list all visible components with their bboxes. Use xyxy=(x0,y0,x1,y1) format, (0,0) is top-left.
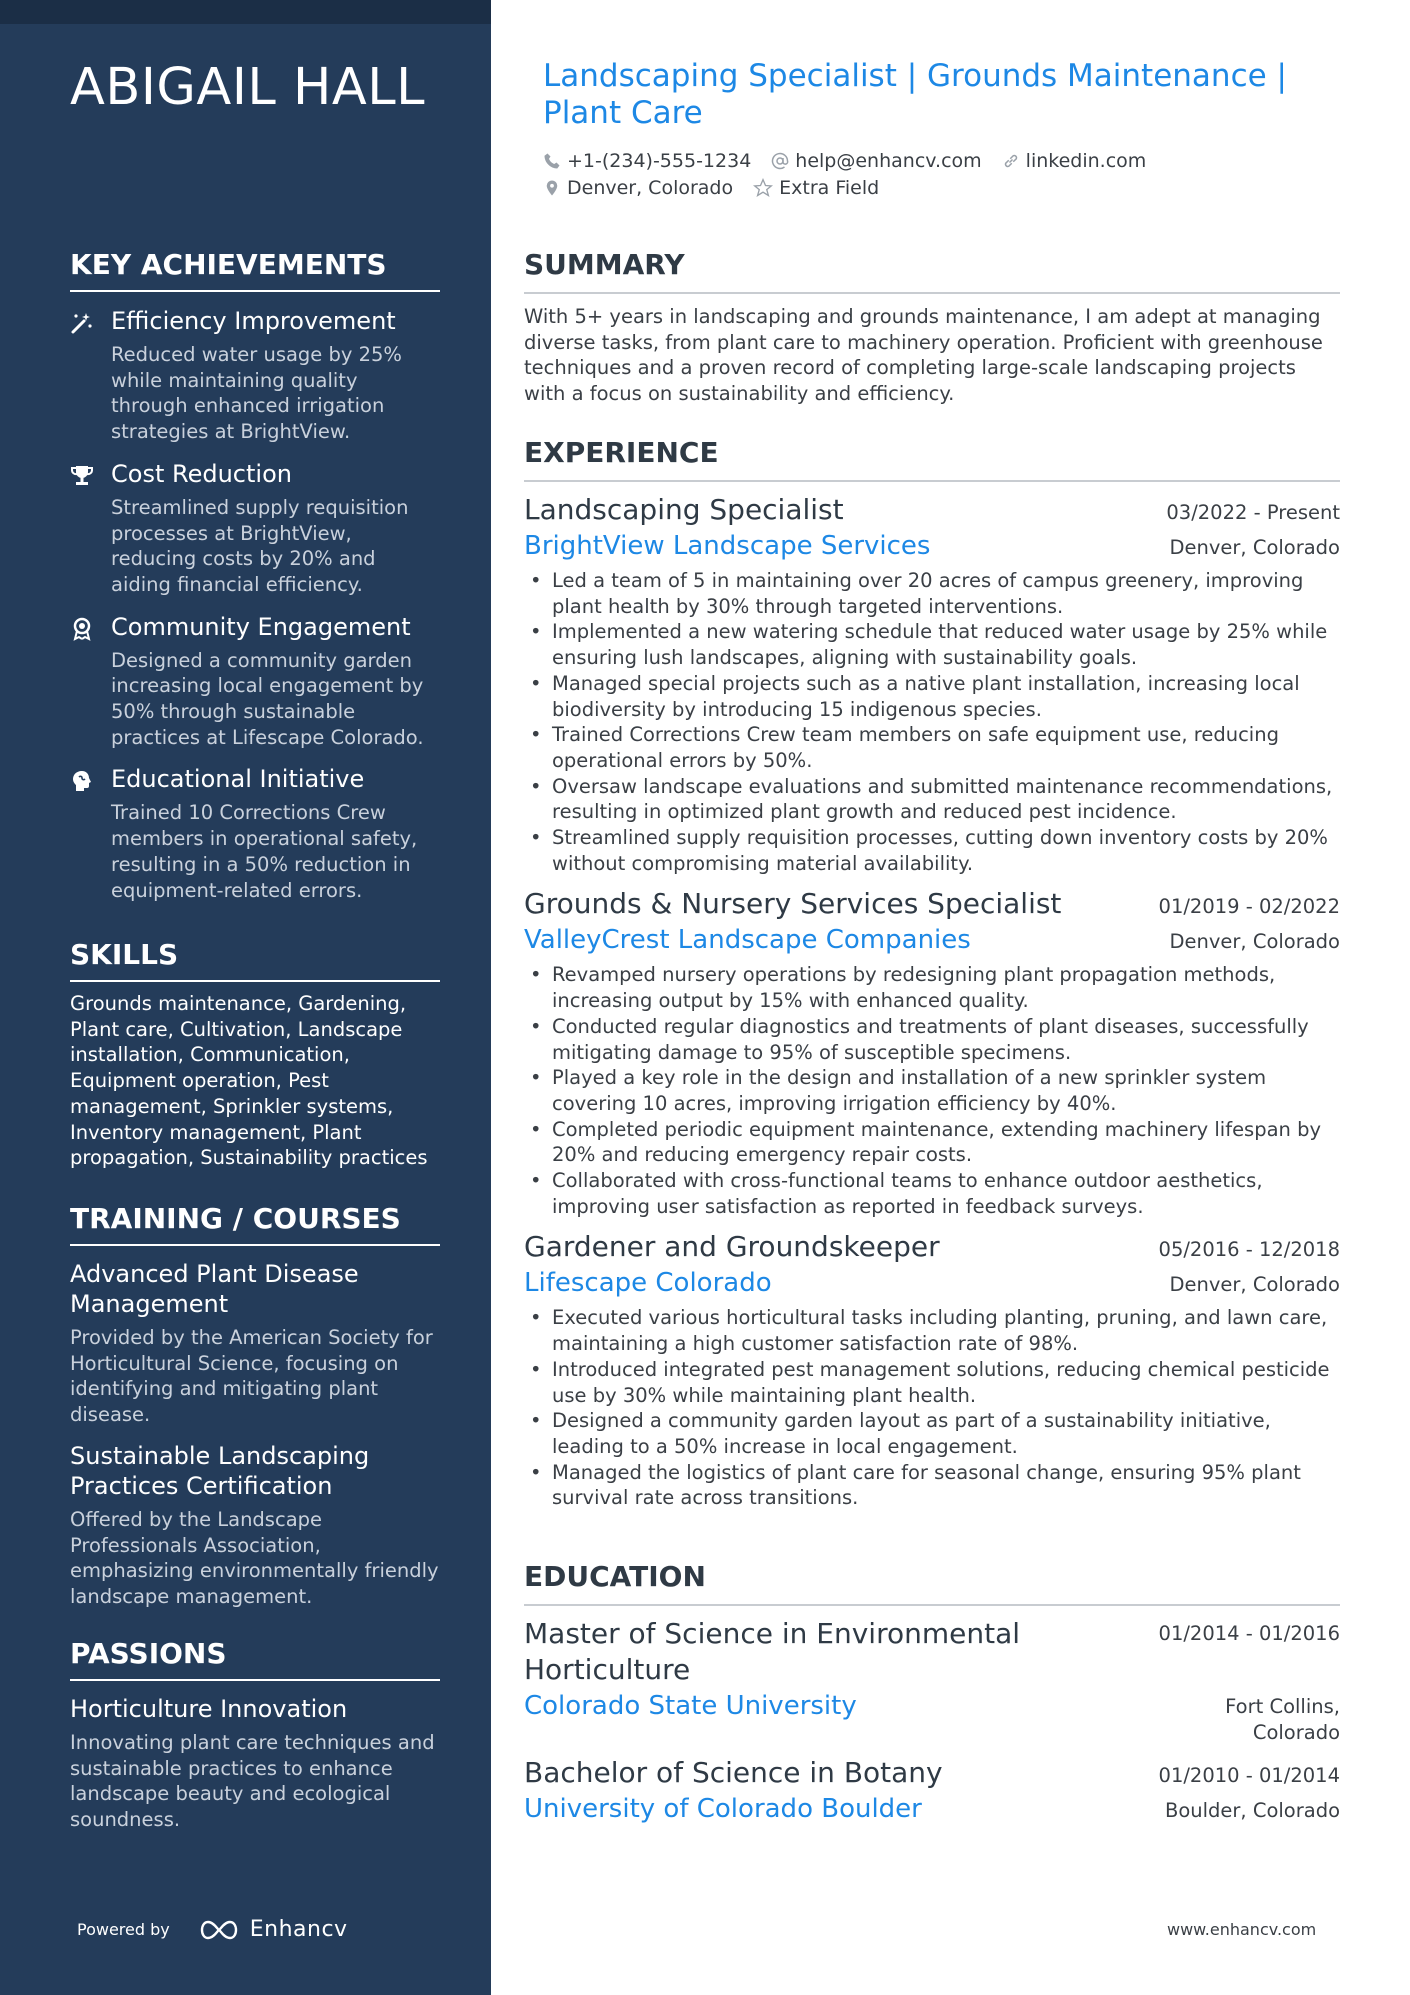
bullet-item: • Managed special projects such as a native plant installation, increasing local biodiversity by introducing 15 indigenous species. xyxy=(552,671,1340,722)
education-entry xyxy=(524,1616,1340,1745)
training-heading: TRAINING / COURSES xyxy=(70,1202,440,1246)
job-location: Denver, Colorado xyxy=(1169,1273,1340,1297)
degree-title: Master of Science in Environmental Horticulture xyxy=(524,1617,1021,1686)
education-heading: EDUCATION xyxy=(524,1560,1340,1606)
enhancv-brand-text: Enhancv xyxy=(249,1917,348,1942)
bullet-item: • Implemented a new watering schedule that reduced water usage by 25% while ensuring lush landscapes, aligning with sustainability goals. xyxy=(552,619,1340,670)
bullet-item: • Played a key role in the design and installation of a new sprinkler system covering 10 acres, improving irrigation efficiency by 40%. xyxy=(552,1065,1340,1116)
magic-wand-icon xyxy=(70,311,94,335)
achievement-item xyxy=(70,764,440,903)
job-dates: 01/2019 - 02/2022 xyxy=(1158,895,1340,919)
course-description: Provided by the American Society for Horticultural Science, focusing on identifying and mitigating plant disease. xyxy=(70,1326,433,1427)
company-name[interactable]: ValleyCrest Landscape Companies xyxy=(524,925,971,956)
bullet-item: • Completed periodic equipment maintenance, extending machinery lifespan by 20% and reducing emergency repair costs. xyxy=(552,1117,1340,1168)
brain-icon xyxy=(70,769,94,793)
powered-by-footer xyxy=(77,1917,348,1942)
achievement-description: Trained 10 Corrections Crew members in operational safety, resulting in a 50% reduction in equipment-related errors. xyxy=(111,801,418,902)
bullet-item: • Collaborated with cross-functional teams to enhance outdoor aesthetics, improving user satisfaction as reported in feedback surveys. xyxy=(552,1168,1340,1219)
summary-heading: SUMMARY xyxy=(524,248,1340,294)
phone-text: +1-(234)-555-1234 xyxy=(567,150,752,172)
contact-row-1 xyxy=(543,150,1166,172)
job-dates: 03/2022 - Present xyxy=(1166,501,1340,524)
experience-section xyxy=(524,436,1340,1511)
school-name[interactable]: University of Colorado Boulder xyxy=(524,1794,922,1825)
job-title: Landscaping Specialist xyxy=(524,493,844,526)
email-text: help@enhancv.com xyxy=(795,150,982,172)
contact-row-2 xyxy=(543,177,899,199)
location-text: Denver, Colorado xyxy=(567,177,734,199)
course-item xyxy=(70,1441,440,1610)
job-location: Denver, Colorado xyxy=(1169,930,1340,954)
course-description: Offered by the Landscape Professionals Association, emphasizing environmentally friendly landscape management. xyxy=(70,1507,439,1608)
experience-heading: EXPERIENCE xyxy=(524,436,1340,482)
achievement-item xyxy=(70,612,440,751)
achievement-description: Reduced water usage by 25% while maintaining quality through enhanced irrigation strategies at BrightView. xyxy=(111,343,402,444)
passion-description: Innovating plant care techniques and sustainable practices to enhance landscape beauty and ecological soundness. xyxy=(70,1731,435,1832)
link-icon xyxy=(1002,152,1020,170)
summary-section xyxy=(524,248,1340,407)
medal-icon xyxy=(70,617,94,641)
extra-field-text: Extra Field xyxy=(779,177,880,199)
skills-list: Grounds maintenance, Gardening, Plant care, Cultivation, Landscape installation, Communication, Equipment operation, Pest management, Sprinkler systems, Inventory management, Plant propagation, Sustainability practices xyxy=(70,992,428,1170)
summary-text: With 5+ years in landscaping and grounds maintenance, I am adept at managing diverse tasks, from plant care to machinery operation. Proficient with greenhouse techniques and a proven record of completing large-scale landscaping projects with a focus on sustainability and efficiency. xyxy=(524,305,1323,406)
achievement-title: Cost Reduction xyxy=(111,459,292,488)
achievements-section xyxy=(70,248,440,903)
sidebar xyxy=(0,0,491,1995)
job-entry xyxy=(524,492,1340,876)
passion-item xyxy=(70,1694,440,1833)
degree-title: Bachelor of Science in Botany xyxy=(524,1756,943,1790)
education-entry xyxy=(524,1755,1340,1827)
contact-linkedin[interactable] xyxy=(1002,150,1147,172)
skills-section xyxy=(70,938,440,1171)
infinity-logo-icon xyxy=(196,1918,242,1942)
course-title: Sustainable Landscaping Practices Certification xyxy=(70,1441,370,1500)
education-location: Fort Collins, Colorado xyxy=(1225,1695,1340,1744)
job-entry xyxy=(524,886,1340,1219)
passion-title: Horticulture Innovation xyxy=(70,1695,348,1723)
achievement-title: Educational Initiative xyxy=(111,765,365,794)
school-name[interactable]: Colorado State University xyxy=(524,1691,857,1721)
training-section xyxy=(70,1202,440,1610)
passions-section xyxy=(70,1637,440,1833)
contact-extra xyxy=(753,177,879,199)
job-bullets xyxy=(524,568,1340,876)
bullet-item: • Trained Corrections Crew team members on safe equipment use, reducing operational errors by 50%. xyxy=(552,722,1340,773)
star-icon xyxy=(753,178,773,198)
bullet-item: • Conducted regular diagnostics and treatments of plant diseases, successfully mitigating damage to 95% of susceptible specimens. xyxy=(552,1014,1340,1065)
course-item xyxy=(70,1259,440,1428)
achievement-title: Community Engagement xyxy=(111,612,411,641)
job-bullets xyxy=(524,962,1340,1219)
sidebar-top-band xyxy=(0,0,491,24)
company-name[interactable]: BrightView Landscape Services xyxy=(524,531,931,561)
passions-heading: PASSIONS xyxy=(70,1637,440,1681)
course-title: Advanced Plant Disease Management xyxy=(70,1260,359,1318)
trophy-icon xyxy=(70,464,94,488)
bullet-item: • Streamlined supply requisition processes, cutting down inventory costs by 20% without compromising material availability. xyxy=(552,825,1340,876)
achievement-description: Designed a community garden increasing local engagement by 50% through sustainable practices at Lifescape Colorado. xyxy=(111,648,424,749)
website-footer[interactable]: www.enhancv.com xyxy=(1167,1920,1317,1939)
education-dates: 01/2010 - 01/2014 xyxy=(1158,1764,1340,1788)
achievement-item xyxy=(70,306,440,445)
job-entry xyxy=(524,1229,1340,1511)
job-headline: Landscaping Specialist | Grounds Maintenance | Plant Care xyxy=(543,58,1287,131)
bullet-item: • Executed various horticultural tasks including planting, pruning, and lawn care, maintaining a high customer satisfaction rate of 98%. xyxy=(552,1305,1340,1356)
bullet-item: • Oversaw landscape evaluations and submitted maintenance recommendations, resulting in optimized plant growth and reduced pest incidence. xyxy=(552,774,1340,825)
bullet-item: • Designed a community garden layout as part of a sustainability initiative, leading to a 50% increase in local engagement. xyxy=(552,1408,1340,1459)
bullet-item: • Revamped nursery operations by redesigning plant propagation methods, increasing output by 15% with enhanced quality. xyxy=(552,962,1340,1013)
linkedin-text: linkedin.com xyxy=(1025,150,1147,172)
job-bullets xyxy=(524,1305,1340,1511)
achievements-heading: KEY ACHIEVEMENTS xyxy=(70,248,440,292)
phone-icon xyxy=(543,152,561,170)
education-location: Boulder, Colorado xyxy=(1164,1799,1340,1823)
bullet-item: • Led a team of 5 in maintaining over 20 acres of campus greenery, improving plant health by 30% through targeted interventions. xyxy=(552,568,1340,619)
achievement-description: Streamlined supply requisition processes at BrightView, reducing costs by 20% and aiding financial efficiency. xyxy=(111,495,409,596)
powered-by-label: Powered by xyxy=(77,1920,170,1939)
company-name[interactable]: Lifescape Colorado xyxy=(524,1268,772,1299)
job-location: Denver, Colorado xyxy=(1169,536,1340,559)
contact-email[interactable] xyxy=(771,150,981,172)
bullet-item: • Managed the logistics of plant care for seasonal change, ensuring 95% plant survival rate across transitions. xyxy=(552,1460,1340,1511)
job-title: Grounds & Nursery Services Specialist xyxy=(524,887,1062,921)
contact-phone[interactable] xyxy=(543,150,751,172)
enhancv-logo[interactable] xyxy=(196,1917,348,1942)
at-icon xyxy=(771,152,789,170)
job-dates: 05/2016 - 12/2018 xyxy=(1158,1238,1340,1262)
achievement-title: Efficiency Improvement xyxy=(111,307,396,335)
bullet-item: • Introduced integrated pest management solutions, reducing chemical pesticide use by 30% while maintaining plant health. xyxy=(552,1357,1340,1408)
education-dates: 01/2014 - 01/2016 xyxy=(1158,1622,1340,1645)
location-pin-icon xyxy=(543,179,561,197)
candidate-name: ABIGAIL HALL xyxy=(70,58,426,117)
skills-heading: SKILLS xyxy=(70,938,440,982)
education-section xyxy=(524,1560,1340,1827)
job-title: Gardener and Groundskeeper xyxy=(524,1230,940,1264)
contact-location xyxy=(543,177,733,199)
achievement-item xyxy=(70,459,440,598)
